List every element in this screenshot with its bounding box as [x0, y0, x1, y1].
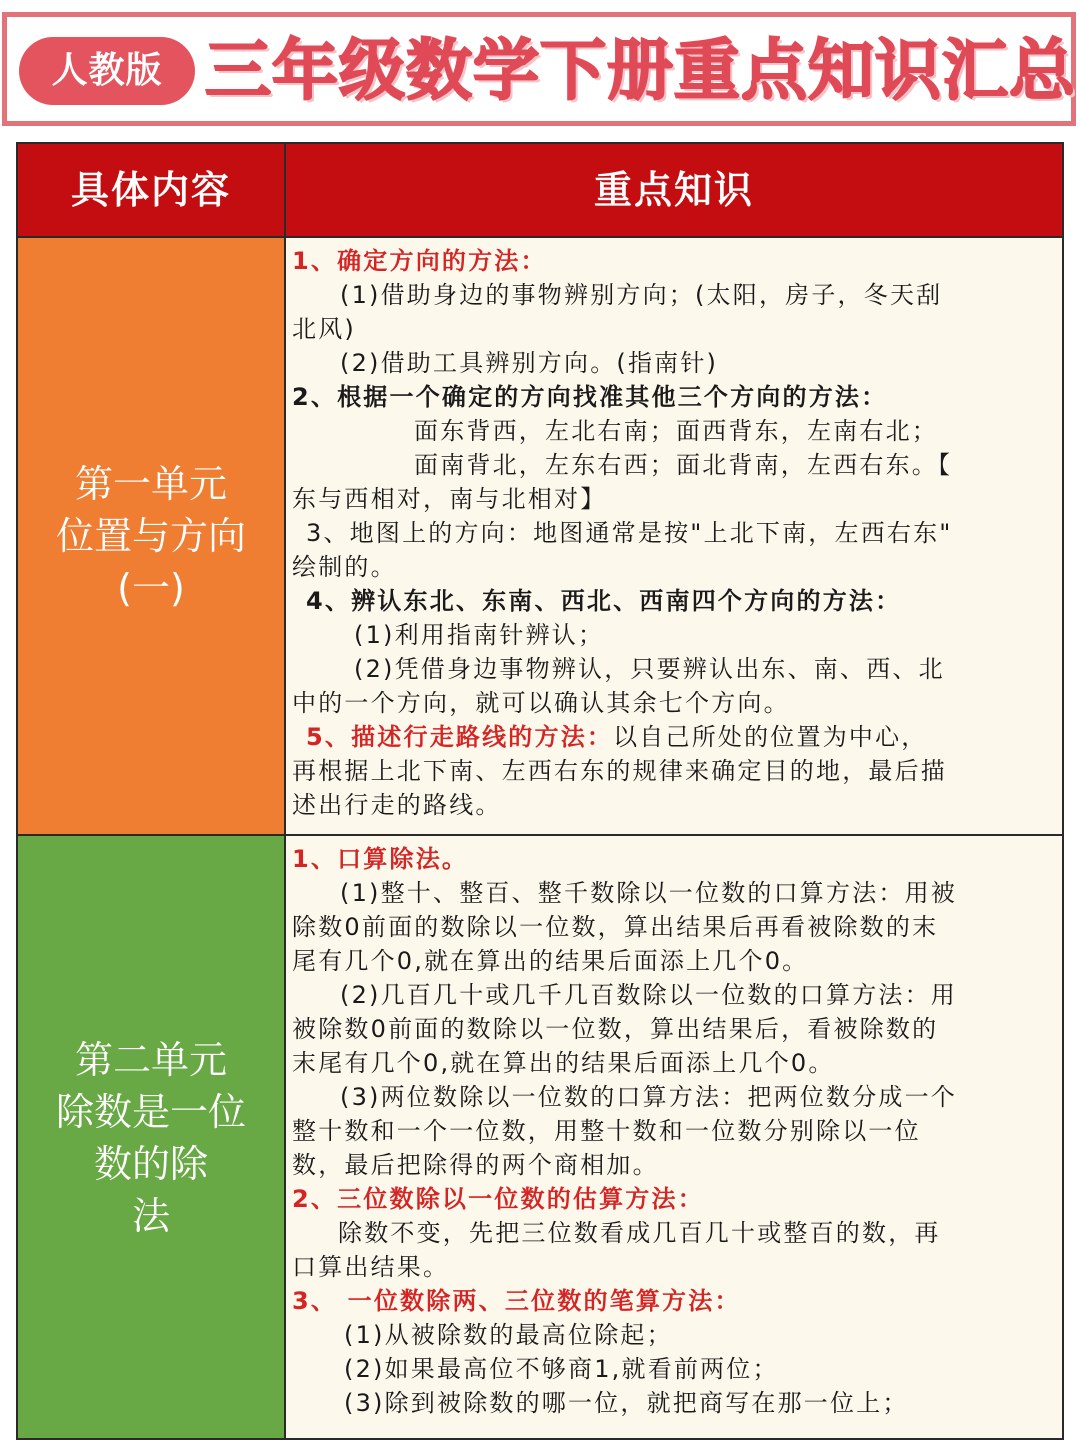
- unit-1-text-line: (1)利用指南针辨认；: [354, 621, 605, 649]
- title-banner: [2, 12, 1076, 126]
- unit-2-name-line-3: 数的除: [93, 1142, 208, 1186]
- unit-1-content: [286, 236, 1062, 834]
- unit-2-heading-1: 1、口算除法。: [292, 845, 469, 873]
- unit-1-text-line: 述出行走的路线。: [292, 791, 502, 819]
- unit-1-heading-3: 3、地图上的方向：地图通常是按"上北下南，左西右东": [306, 519, 953, 547]
- unit-1-label: [18, 236, 286, 834]
- unit-1-heading-5-text: 以自己所处的位置为中心，: [613, 723, 928, 751]
- unit-2-text-line: (1)整十、整百、整千数除以一位数的口算方法：用被: [340, 879, 957, 907]
- unit-1-text-line: 再根据上北下南、左西右东的规律来确定目的地，最后描: [292, 757, 947, 785]
- unit-1-heading-4: 4、辨认东北、东南、西北、西南四个方向的方法：: [306, 587, 902, 615]
- page-title: 三年级数学下册重点知识汇总: [205, 32, 1076, 109]
- unit-2-text-line: 尾有几个0,就在算出的结果后面添上几个0。: [292, 947, 809, 975]
- unit-2-name-line-1: 第二单元: [74, 1038, 227, 1082]
- unit-2-text-line: 除数0前面的数除以一位数，算出结果后再看被除数的末: [292, 913, 939, 941]
- unit-2-text-line: 除数不变，先把三位数看成几百几十或整百的数，再: [338, 1219, 941, 1247]
- unit-2-text-line: 整十数和一个一位数，用整十数和一位数分别除以一位: [292, 1117, 921, 1145]
- unit-1-name-line-2: 位置与方向: [55, 514, 246, 558]
- column-header-key-points: 重点知识: [286, 144, 1062, 236]
- unit-2-text-line: 末尾有几个0,就在算出的结果后面添上几个0。: [292, 1049, 835, 1077]
- unit-2-name-line-4: 法: [131, 1194, 170, 1238]
- column-header-content: 具体内容: [18, 144, 286, 236]
- unit-2-text-line: (3)两位数除以一位数的口算方法：把两位数分成一个: [340, 1083, 957, 1111]
- unit-1-name-line-1: 第一单元: [74, 462, 227, 506]
- unit-2-text-line: 被除数0前面的数除以一位数，算出结果后，看被除数的: [292, 1015, 939, 1043]
- unit-1-text-line: 东与西相对，南与北相对】: [292, 485, 607, 513]
- unit-2-text-line: (1)从被除数的最高位除起；: [344, 1321, 673, 1349]
- unit-2-content: [286, 834, 1062, 1440]
- unit-1-text-line: (2)凭借身边事物辨认，只要辨认出东、南、西、北: [354, 655, 945, 683]
- unit-2-text-line: (2)几百几十或几千几百数除以一位数的口算方法：用: [340, 981, 957, 1009]
- unit-1-text-line: [292, 720, 1050, 754]
- unit-2-heading-3: 3、 一位数除两、三位数的笔算方法：: [292, 1287, 741, 1315]
- knowledge-table: [16, 142, 1064, 1440]
- unit-1-heading-2: 2、根据一个确定的方向找准其他三个方向的方法：: [292, 383, 888, 411]
- unit-1-text-line: 绘制的。: [292, 553, 397, 581]
- unit-2-label: [18, 834, 286, 1440]
- unit-2-text-line: (3)除到被除数的哪一位，就把商写在那一位上；: [344, 1389, 909, 1417]
- unit-2-text-line: (2)如果最高位不够商1,就看前两位；: [344, 1355, 779, 1383]
- unit-1-text-line: (1)借助身边的事物辨别方向；(太阳，房子，冬天刮: [340, 281, 943, 309]
- edition-badge: 人教版: [19, 37, 195, 105]
- unit-1-heading-5: 5、描述行走路线的方法：: [306, 723, 614, 751]
- unit-1-name-line-3: (一): [117, 566, 185, 610]
- unit-2-text-line: 口算出结果。: [292, 1253, 450, 1281]
- unit-2-text-line: 数，最后把除得的两个商相加。: [292, 1151, 659, 1179]
- unit-2-heading-2: 2、三位数除以一位数的估算方法：: [292, 1185, 704, 1213]
- unit-1-heading-1: 1、确定方向的方法：: [292, 247, 547, 275]
- unit-1-text-line: (2)借助工具辨别方向。(指南针): [340, 349, 719, 377]
- unit-2-name-line-2: 除数是一位: [55, 1090, 246, 1134]
- unit-1-text-line: 北风): [292, 315, 356, 343]
- unit-1-text-line: 中的一个方向，就可以确认其余七个方向。: [292, 689, 790, 717]
- unit-1-text-line: 面南背北，左东右西；面北背南，左西右东。【: [414, 451, 953, 479]
- unit-1-text-line: 面东背西，左北右南；面西背东，左南右北；: [414, 417, 938, 445]
